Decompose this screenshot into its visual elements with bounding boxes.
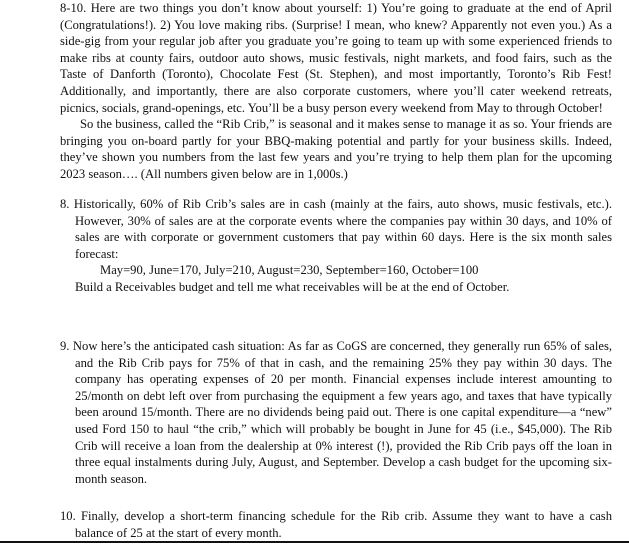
intro-paragraph-2: So the business, called the “Rib Crib,” is seasonal and it makes sense to manage it as so. Your friends are bringing you on-board partly for your BBQ-making potential and partly for your business skills. Indeed, they’ve shown you numbers from the last few years and you’re trying to help them plan for the upcoming 2023 season…. (All numbers given below are in 1,000s.) <box>60 117 612 181</box>
intro-section <box>60 0 612 183</box>
question-9 <box>60 338 612 487</box>
intro-paragraph-1: 8-10. Here are two things you don’t know about yourself: 1) You’re going to graduate at the end of April (Congratulations!). 2) You love making ribs. (Surprise! I mean, who knew? Apparently not even you.) As a side-gig from your regular job after you graduate you’re going to team up with some experienced friends to make ribs at county fairs, outdoor auto shows, music festivals, night markets, and food fairs, such as the Taste of Danforth (Toronto), Chocolate Fest (St. Stephen), and most importantly, Toronto’s Rib Fest! Additionally, and importantly, there are also corporate customers, where you’ll cater weekend retreats, picnics, socials, grand-openings, etc. You’ll be a busy person every weekend from May to through October! <box>60 1 612 115</box>
question-10 <box>60 508 612 541</box>
sales-forecast: May=90, June=170, July=210, August=230, September=160, October=100 <box>100 263 479 278</box>
question-8 <box>60 196 612 296</box>
question-10-text: 10. Finally, develop a short-term financing schedule for the Rib crib. Assume they want to have a cash balance of 25 at the start of every month. <box>60 509 612 540</box>
bottom-rule <box>0 541 629 543</box>
question-8-text: 8. Historically, 60% of Rib Crib’s sales are in cash (mainly at the fairs, auto shows, music festivals, etc.). However, 30% of sales are at the corporate events where the companies pay within 30 days, and 10% of sales are with corporate or government customers that pay within 60 days. Here is the six month sales forecast: <box>60 197 612 261</box>
question-9-text: 9. Now here’s the anticipated cash situation: As far as CoGS are concerned, they generally run 65% of sales, and the Rib Crib pays for 75% of that in cash, and the remaining 25% they pay within 30 days. The company has operating expenses of 20 per month. Financial expenses include interest amounting to 25/month on debt left over from purchasing the equipment a few years ago, and taxes that have typically been around 15/month. There are no dividends being paid out. There is one capital expenditure—a “new” used Ford 150 to haul “the crib,” which will probably be bought in June for 45 (i.e., $45,000). The Rib Crib will receive a loan from the dealership at 0% interest (!), provided the Rib Crib pays off the loan in three equal instalments during July, August, and September. Develop a cash budget for the upcoming six-month season. <box>60 339 612 486</box>
question-8-task: Build a Receivables budget and tell me what receivables will be at the end of October. <box>75 279 510 294</box>
